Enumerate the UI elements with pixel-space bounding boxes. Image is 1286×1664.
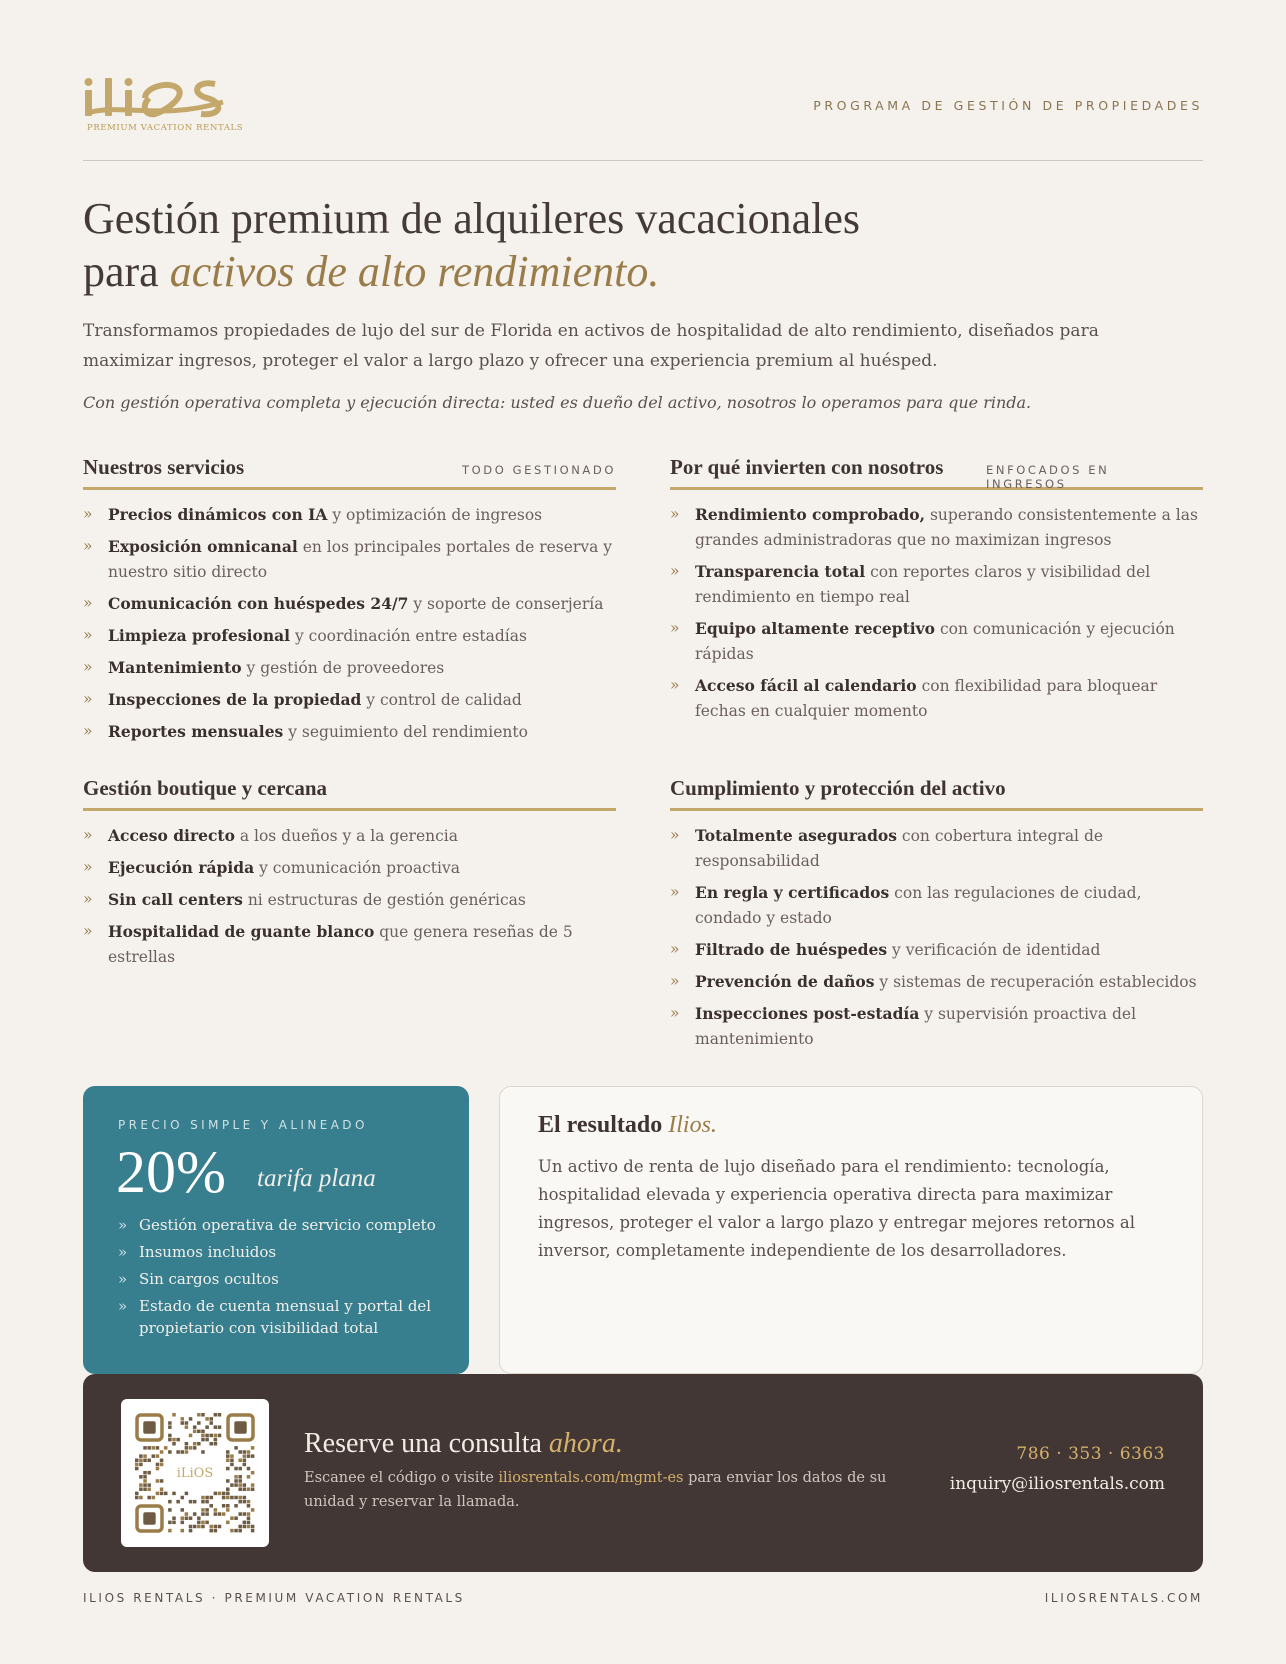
boutique-list — [83, 823, 616, 970]
chevron-right-icon: » — [670, 562, 680, 580]
qr-code[interactable] — [121, 1399, 269, 1547]
list-item: » Equipo altamente receptivo con comunicación y ejecución rápidas — [670, 616, 1203, 667]
why-section — [670, 455, 1203, 730]
logo-tagline: PREMIUM VACATION RENTALS — [87, 123, 244, 133]
chevron-right-icon: » — [83, 690, 93, 708]
cta-link[interactable]: iliosrentals.com/mgmt-es — [498, 1470, 684, 1486]
list-item: » Hospitalidad de guante blanco que genera reseñas de 5 estrellas — [83, 919, 616, 970]
program-label: PROGRAMA DE GESTIÓN DE PROPIEDADES — [813, 98, 1203, 113]
cta-accent: ahora. — [548, 1428, 623, 1459]
headline-para: para — [83, 247, 170, 296]
chevron-right-icon: » — [118, 1216, 128, 1234]
chevron-right-icon: » — [670, 619, 680, 637]
boutique-section — [83, 776, 616, 976]
list-item: » Transparencia total con reportes claros y visibilidad del rendimiento en tiempo real — [670, 559, 1203, 610]
chevron-right-icon: » — [83, 594, 93, 612]
chevron-right-icon: » — [83, 826, 93, 844]
why-tag: ENFOCADOS EN INGRESOS — [986, 463, 1110, 491]
email-address[interactable]: inquiry@iliosrentals.com — [949, 1474, 1165, 1494]
why-title: Por qué invierten con nosotros — [670, 455, 944, 479]
chevron-right-icon: » — [83, 890, 93, 908]
why-list — [670, 502, 1203, 724]
boutique-title: Gestión boutique y cercana — [83, 776, 328, 800]
services-header — [83, 455, 616, 490]
qr-icon — [135, 1413, 255, 1533]
logo-mark — [83, 76, 233, 120]
list-item: » Inspecciones post-estadía y supervisión proactiva del mantenimiento — [670, 1001, 1203, 1052]
list-item: » Precios dinámicos con IA y optimización de ingresos — [83, 502, 616, 528]
list-item: » Rendimiento comprobado, superando consistentemente a las grandes administradoras que no maximizan ingresos — [670, 502, 1203, 553]
list-item: » Acceso fácil al calendario con flexibilidad para bloquear fechas en cualquier momento — [670, 673, 1203, 724]
compliance-section — [670, 776, 1203, 1058]
list-item: » Prevención de daños y sistemas de recuperación establecidos — [670, 969, 1203, 995]
chevron-right-icon: » — [83, 722, 93, 740]
list-item: » Totalmente asegurados con cobertura integral de responsabilidad — [670, 823, 1203, 874]
compliance-title: Cumplimiento y protección del activo — [670, 776, 1006, 800]
compliance-header — [670, 776, 1203, 811]
chevron-right-icon: » — [83, 922, 93, 940]
pricing-list — [118, 1214, 438, 1344]
chevron-right-icon: » — [83, 537, 93, 555]
header-divider — [83, 160, 1203, 161]
compliance-list — [670, 823, 1203, 1052]
logo — [83, 76, 244, 136]
list-item: » Limpieza profesional y coordinación entre estadías — [83, 623, 616, 649]
chevron-right-icon: » — [670, 676, 680, 694]
list-item: » Inspecciones de la propiedad y control de calidad — [83, 687, 616, 713]
list-item: » Filtrado de huéspedes y verificación de identidad — [670, 937, 1203, 963]
result-text: Un activo de renta de lujo diseñado para el rendimiento: tecnología, hospitalidad elevada y experiencia operativa directa para maximizar ingresos, proteger el valor a largo plazo y entregar mejores retornos al inversor, completamente independiente de los desarrolladores. — [538, 1157, 1135, 1260]
list-item: » Ejecución rápida y comunicación proactiva — [83, 855, 616, 881]
pricing-item: » Estado de cuenta mensual y portal del propietario con visibilidad total — [118, 1297, 432, 1337]
list-item: » Sin call centers ni estructuras de gestión genéricas — [83, 887, 616, 913]
pricing-percent: 20% — [116, 1139, 226, 1205]
list-item: » Mantenimiento y gestión de proveedores — [83, 655, 616, 681]
why-header — [670, 455, 1203, 490]
footer-website[interactable]: ILIOSRENTALS.COM — [1044, 1591, 1203, 1605]
services-section — [83, 455, 616, 751]
cta-banner — [83, 1374, 1203, 1572]
phone-number[interactable]: 786 · 353 · 6363 — [1016, 1444, 1165, 1464]
pricing-label: PRECIO SIMPLE Y ALINEADO — [118, 1118, 368, 1132]
pricing-card — [83, 1086, 469, 1374]
services-tag: TODO GESTIONADO — [462, 463, 616, 477]
result-card — [499, 1086, 1203, 1374]
headline-accent: activos de alto rendimiento. — [169, 247, 660, 296]
list-item: » Acceso directo a los dueños y a la gerencia — [83, 823, 616, 849]
result-title: El resultado Ilios. — [538, 1112, 717, 1138]
qr-label: iLiOS — [176, 1466, 214, 1481]
chevron-right-icon: » — [83, 658, 93, 676]
chevron-right-icon: » — [118, 1270, 128, 1288]
chevron-right-icon: » — [118, 1243, 128, 1261]
tagline: Con gestión operativa completa y ejecución directa: usted es dueño del activo, nosotros lo operamos para que rinda. — [83, 393, 1032, 412]
result-accent: Ilios. — [668, 1112, 717, 1138]
pricing-item: » Sin cargos ocultos — [118, 1270, 279, 1288]
pricing-item: » Insumos incluidos — [118, 1243, 277, 1261]
chevron-right-icon: » — [83, 626, 93, 644]
list-item: » Comunicación con huéspedes 24/7 y soporte de conserjería — [83, 591, 616, 617]
pricing-item: » Gestión operativa de servicio completo — [118, 1216, 436, 1234]
footer-brand: ILIOS RENTALS · PREMIUM VACATION RENTALS — [83, 1591, 465, 1605]
chevron-right-icon: » — [83, 505, 93, 523]
services-list — [83, 502, 616, 745]
cta-title: Reserve una consulta ahora. — [304, 1428, 623, 1459]
chevron-right-icon: » — [670, 1004, 680, 1022]
chevron-right-icon: » — [670, 826, 680, 844]
boutique-header — [83, 776, 616, 811]
chevron-right-icon: » — [83, 858, 93, 876]
pricing-flat: tarifa plana — [257, 1165, 376, 1192]
chevron-right-icon: » — [670, 883, 680, 901]
chevron-right-icon: » — [670, 972, 680, 990]
chevron-right-icon: » — [670, 940, 680, 958]
intro-paragraph: Transformamos propiedades de lujo del sur de Florida en activos de hospitalidad de alto rendimiento, diseñados para maximizar ingresos, proteger el valor a largo plazo y ofrecer una experiencia premium al huésped. — [83, 321, 1099, 371]
list-item: » En regla y certificados con las regulaciones de ciudad, condado y estado — [670, 880, 1203, 931]
list-item: » Exposición omnicanal en los principales portales de reserva y nuestro sitio directo — [83, 534, 616, 585]
page-title — [83, 192, 1203, 298]
list-item: » Reportes mensuales y seguimiento del rendimiento — [83, 719, 616, 745]
cta-text: Escanee el código o visite iliosrentals.com/mgmt-es para enviar los datos de su unidad y reservar la llamada. — [304, 1470, 887, 1510]
chevron-right-icon: » — [118, 1297, 128, 1315]
services-title: Nuestros servicios — [83, 455, 245, 479]
headline-line1: Gestión premium de alquileres vacacionales — [83, 194, 861, 243]
chevron-right-icon: » — [670, 505, 680, 523]
